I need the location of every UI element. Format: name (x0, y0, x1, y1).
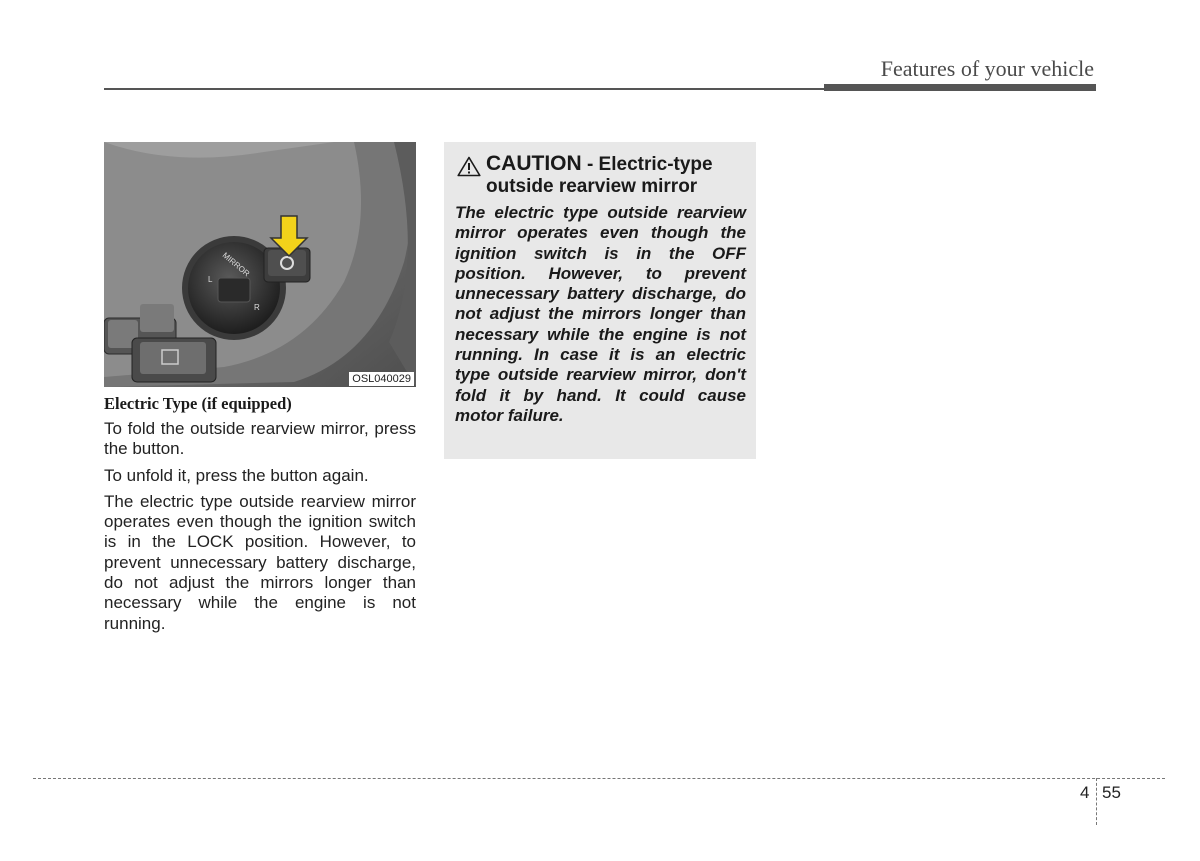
page-number: 55 (1102, 783, 1121, 802)
chapter-number: 4 (1080, 783, 1090, 802)
header-rule (104, 88, 824, 90)
footer-divider (1096, 778, 1097, 825)
image-code: OSL040029 (349, 372, 414, 386)
right-label: R (254, 303, 260, 312)
running-header: Features of your vehicle (880, 56, 1094, 81)
left-label: L (208, 275, 213, 284)
subheading: Electric Type (if equipped) (104, 394, 292, 413)
footer-rule (33, 778, 1165, 779)
caution-title: - Electric-type outside rearview mirror (486, 154, 713, 197)
left-column (104, 394, 416, 640)
warning-triangle-icon (457, 156, 481, 182)
header-rule-accent (824, 84, 1096, 91)
caution-box (444, 142, 756, 459)
mirror-switch-photo (104, 142, 416, 387)
caution-label: CAUTION (486, 152, 582, 175)
paragraph: The electric type outside rearview mirror operates even though the ignition switch is in the LOCK position. However, to prevent unnecessary battery discharge, do not adjust the mirrors longer than necessary while the engine is not running. (104, 491, 416, 633)
paragraph: To fold the outside rearview mirror, press the button. (104, 419, 416, 459)
paragraph: To unfold it, press the button again. (104, 465, 369, 485)
caution-heading (455, 152, 746, 198)
mirror-label: MIRROR (220, 250, 252, 279)
caution-body: The electric type outside rearview mirror operates even though the ignition switch is in the OFF position. However, to prevent unnecessary battery discharge, do not adjust the mirrors longer than necessary while the engine is not running. In case it is an electric type outside rearview mirror, don't fold it by hand. It could cause motor failure. (455, 203, 746, 425)
